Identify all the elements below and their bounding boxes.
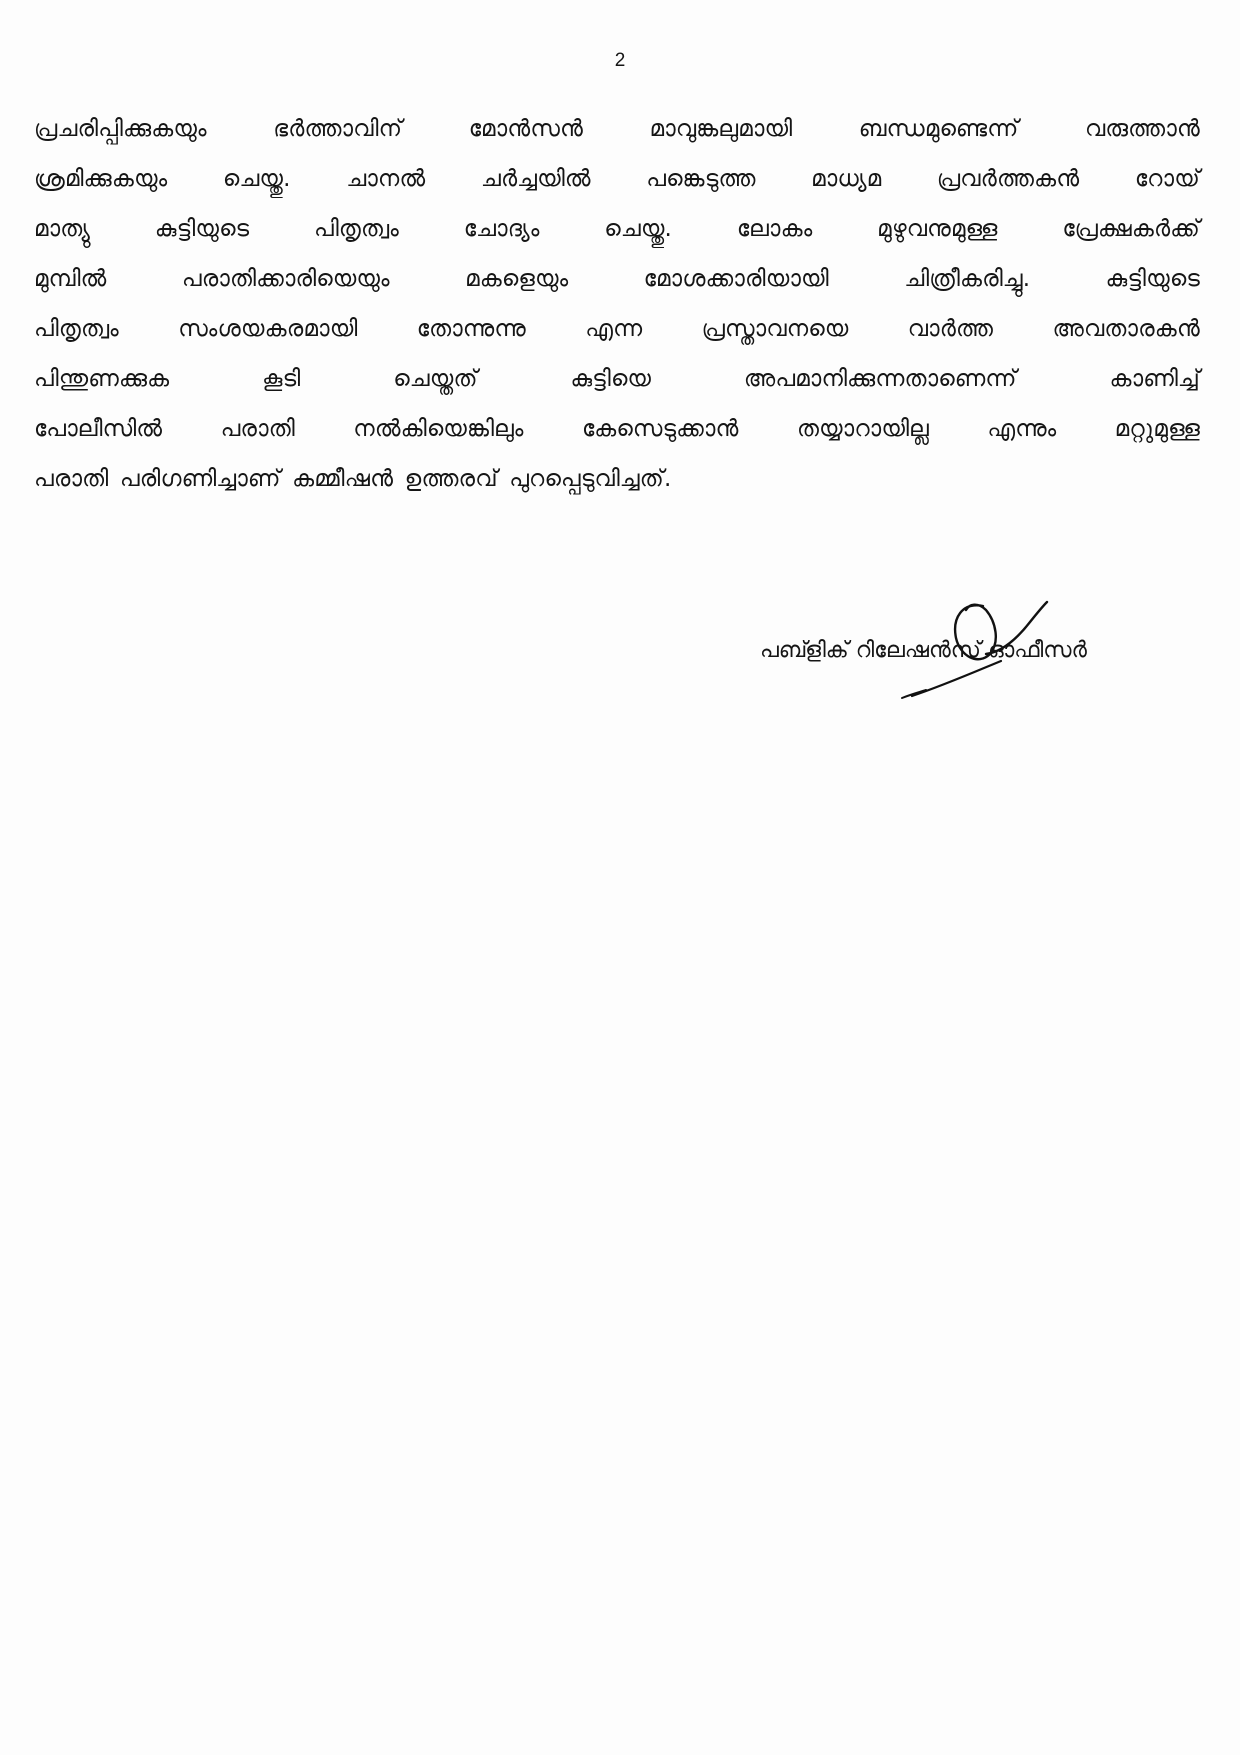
signature-block xyxy=(760,594,1220,704)
signatory-designation: പബ്ളിക് റിലേഷൻസ് ഓഫീസർ xyxy=(760,638,1087,663)
body-line: മാത്യു കുട്ടിയുടെ പിതൃത്വം ചോദ്യം ചെയ്തു. ലോകം മുഴുവനുമുള്ള പ്രേക്ഷകർക്ക് xyxy=(34,216,1200,242)
body-line: മുമ്പിൽ പരാതിക്കാരിയെയും മകളെയും മോശക്കാരിയായി ചിത്രീകരിച്ചു. കുട്ടിയുടെ xyxy=(34,266,1200,292)
page-number: 2 xyxy=(614,50,626,71)
body-line: ശ്രമിക്കുകയും ചെയ്തു. ചാനൽ ചർച്ചയിൽ പങ്കെടുത്ത മാധ്യമ പ്രവർത്തകൻ റോയ് xyxy=(34,166,1200,192)
body-line: പോലീസിൽ പരാതി നൽകിയെങ്കിലും കേസെടുക്കാൻ തയ്യാറായില്ല എന്നും മറ്റുമുള്ള xyxy=(34,416,1200,442)
body-line: പിതൃത്വം സംശയകരമായി തോന്നുന്നു എന്ന പ്രസ്താവനയെ വാർത്ത അവതാരകൻ xyxy=(34,316,1200,342)
body-text xyxy=(34,112,1200,512)
body-line: പരാതി പരിഗണിച്ചാണ് കമ്മീഷൻ ഉത്തരവ് പുറപ്പെടുവിച്ചത്. xyxy=(34,466,672,492)
body-line: പ്രചരിപ്പിക്കുകയും ഭർത്താവിന് മോൻസൻ മാവുങ്കലുമായി ബന്ധമുണ്ടെന്ന് വരുത്താൻ xyxy=(34,116,1200,142)
body-line: പിന്തുണക്കുക കൂടി ചെയ്തത് കുട്ടിയെ അപമാനിക്കുന്നതാണെന്ന് കാണിച്ച് xyxy=(34,366,1200,392)
